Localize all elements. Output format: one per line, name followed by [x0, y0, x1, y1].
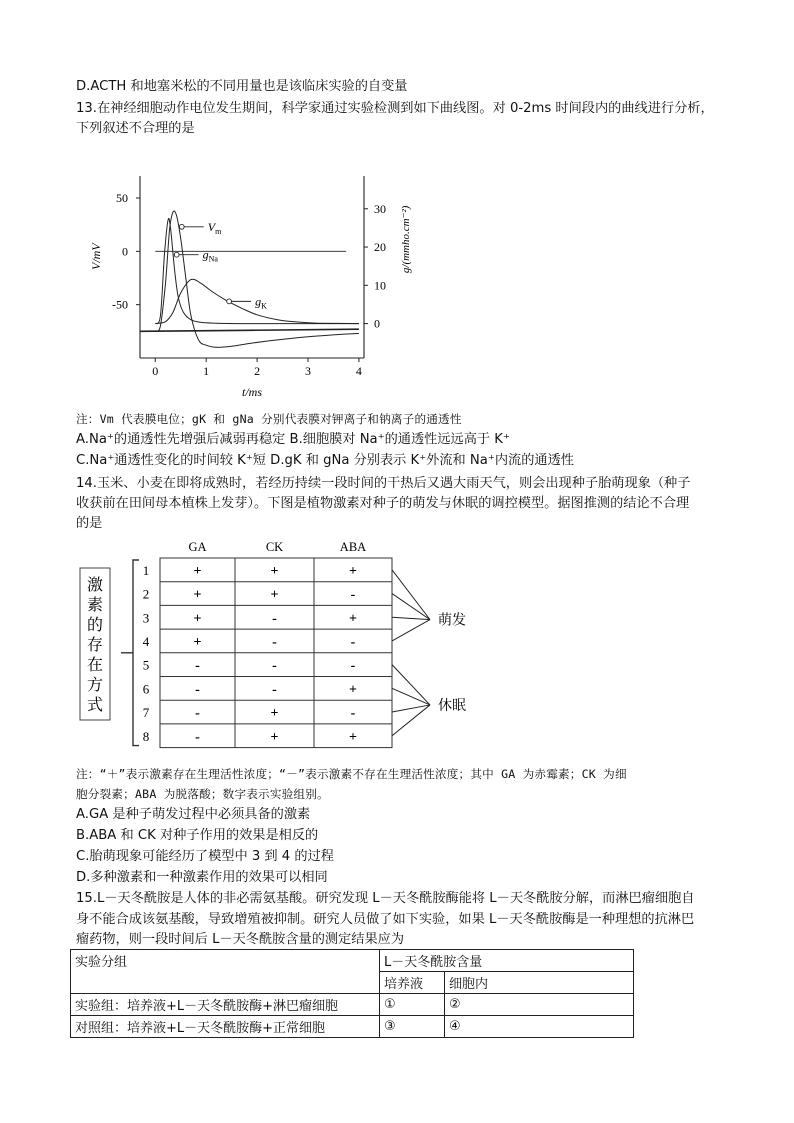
series-baseline-line	[140, 329, 359, 331]
option-14c: C.胎萌现象可能经历了模型中 3 到 4 的过程	[76, 849, 334, 864]
dormant-connector	[392, 705, 430, 736]
action-potential-chart	[76, 160, 416, 405]
model-cell: -	[195, 682, 200, 698]
x-tick-label: 2	[254, 364, 261, 378]
y-right-tick-label: 20	[374, 240, 386, 255]
header-cell: 细胞内	[445, 972, 634, 994]
note-13: 注：Vm 代表膜电位；gK 和 gNa 分别代表膜对钾离子和钠离子的通透性	[76, 412, 462, 426]
question-15-stem-3: 瘤药物，则一段时间后 L－天冬酰胺含量的测定结果应为	[76, 932, 405, 947]
germinate-connector	[392, 620, 430, 641]
model-cell: +	[193, 587, 202, 603]
gk-marker	[227, 299, 232, 304]
side-label-char: 存	[86, 637, 104, 654]
x-tick-label: 4	[355, 364, 362, 378]
model-cell: -	[195, 706, 200, 722]
model-cell: -	[350, 706, 356, 722]
model-cell: -	[195, 729, 200, 745]
question-13-stem-1: 13.在神经细胞动作电位发生期间，科学家通过实验检测到如下曲线图。对 0-2ms 时间段内的曲线进行分析，	[76, 101, 714, 116]
x-tick-label: 3	[305, 364, 311, 378]
asparagine-table	[70, 949, 634, 1038]
option-14b: B.ABA 和 CK 对种子作用的效果是相反的	[76, 828, 319, 843]
model-cell: -	[272, 682, 277, 698]
gna-label: $g_{Na}$	[202, 247, 218, 264]
option-14d: D.多种激素和一种激素作用的效果可以相同	[76, 870, 328, 885]
side-label-char: 在	[86, 657, 104, 674]
model-cell: +	[349, 563, 357, 579]
row-number: 7	[142, 705, 150, 721]
gk-label-sub: K	[261, 301, 267, 311]
gna-marker	[174, 252, 179, 257]
row-number: 5	[142, 657, 150, 673]
chart-axes	[89, 176, 412, 399]
y-left-tick-label: -50	[112, 297, 128, 312]
side-label-char: 激	[86, 577, 104, 594]
question-13-stem-2: 下列叙述不合理的是	[76, 121, 195, 136]
model-cell: +	[270, 729, 279, 745]
row-number: 4	[142, 633, 150, 649]
y-right-axis-label: g/(mmho.cm⁻²)	[400, 205, 412, 274]
note-14-line-1: 注：“＋”表示激素存在生理活性浓度；“－”表示激素不存在生理活性浓度；其中 GA 为赤霉素；CK 为细	[76, 767, 627, 781]
y-right-tick-label: 10	[374, 278, 386, 293]
y-left-tick-label: 50	[116, 191, 128, 205]
model-cell: -	[350, 658, 356, 674]
model-cell: +	[193, 611, 202, 627]
model-cell: +	[349, 611, 357, 627]
side-label-char: 式	[86, 697, 104, 714]
cell-medium: ①	[380, 994, 445, 1016]
model-cell: -	[272, 634, 277, 650]
row-label: 对照组：培养液+L－天冬酰胺酶+正常细胞	[71, 1016, 380, 1038]
germinate-connector	[392, 594, 430, 620]
side-label-char: 方	[86, 677, 104, 694]
y-left-tick-label: 0	[122, 244, 128, 259]
side-label-char: 的	[86, 617, 104, 634]
germinate-connector	[392, 570, 430, 620]
row-number: 1	[142, 562, 150, 578]
model-cell: -	[272, 658, 277, 674]
header-aba: ABA	[339, 540, 367, 554]
dormant-connector	[392, 688, 430, 705]
dormant-connector	[392, 705, 430, 712]
model-cell: -	[272, 611, 277, 627]
y-right-tick-label: 30	[374, 201, 386, 216]
vm-marker	[179, 224, 184, 229]
model-cell: -	[350, 587, 356, 603]
gna-label-sub: Na	[208, 254, 218, 264]
chart-series	[140, 211, 359, 347]
row-label: 实验组：培养液+L－天冬酰胺酶+淋巴瘤细胞	[71, 994, 380, 1016]
model-cell: -	[350, 634, 356, 650]
question-14-stem-2: 收获前在田间母本植株上发芽）。下图是植物激素对种子的萌发与休眠的调控模型。据图推测的结论不合理	[76, 496, 690, 511]
model-cell: +	[349, 729, 357, 745]
question-15-stem-2: 身不能合成该氨基酸，导致增殖被抑制。研究人员做了如下实验，如果 L－天冬酰胺酶是一种理想的抗淋巴	[76, 912, 695, 927]
table-row	[71, 1016, 634, 1038]
series-Vm-line	[155, 211, 359, 347]
table-row	[71, 994, 634, 1016]
cell-inside: ④	[445, 1016, 634, 1038]
dormant-label: 休眠	[438, 698, 466, 714]
x-tick-label: 1	[203, 364, 210, 378]
row-number: 8	[142, 728, 150, 744]
row-number: 6	[142, 681, 150, 697]
model-grid	[80, 540, 466, 748]
x-axis-label: t/ms	[241, 385, 263, 399]
germinate-connector	[392, 617, 430, 619]
cell-inside: ②	[445, 994, 634, 1016]
option-13cd: C.Na⁺通透性变化的时间较 K⁺短 D.gK 和 gNa 分别表示 K⁺外流和 Na⁺内流的通透性	[76, 453, 574, 468]
hormone-model-diagram	[76, 534, 516, 756]
model-cell: +	[349, 682, 357, 698]
note-14-line-2: 胞分裂素；ABA 为脱落酸；数字表示实验组别。	[76, 787, 329, 801]
y-right-tick-label: 0	[374, 316, 380, 331]
option-14a: A.GA 是种子萌发过程中必须具备的激素	[76, 807, 311, 822]
option-13d-prev: D.ACTH 和地塞米松的不同用量也是该临床实验的自变量	[76, 79, 408, 94]
row-number: 2	[142, 586, 150, 602]
cell-medium: ③	[380, 1016, 445, 1038]
germinate-label: 萌发	[438, 613, 466, 629]
row-number: 3	[142, 610, 150, 626]
y-left-axis-label: V/mV	[89, 243, 103, 271]
dormant-connector	[392, 665, 430, 705]
model-cell: +	[270, 587, 279, 603]
model-cell: +	[270, 706, 279, 722]
header-medium: 培养液	[380, 972, 445, 994]
model-cell: +	[270, 563, 279, 579]
model-cell: +	[193, 634, 202, 650]
vm-label-sub: m	[215, 226, 222, 236]
x-tick-label: 0	[152, 364, 159, 378]
question-15-stem-1: 15.L－天冬酰胺是人体的非必需氨基酸。研究发现 L－天冬酰胺酶能将 L－天冬酰胺分解，而淋巴瘤细胞自	[76, 891, 695, 906]
header-ck: CK	[265, 540, 284, 554]
vm-label: $V_m$	[207, 219, 222, 236]
question-14-stem-3: 的是	[76, 516, 103, 531]
model-cell: +	[193, 563, 202, 579]
row-bracket	[133, 560, 139, 746]
option-13ab: A.Na⁺的通透性先增强后减弱再稳定 B.细胞膜对 Na⁺的通透性远远高于 K⁺	[76, 432, 510, 447]
header-content: L－天冬酰胺含量	[380, 950, 634, 972]
header-ga: GA	[188, 540, 207, 554]
side-label-char: 素	[86, 597, 104, 614]
header-group: 实验分组	[71, 950, 380, 994]
gk-label: $g_K$	[255, 294, 267, 311]
model-cell: -	[195, 658, 200, 674]
question-14-stem-1: 14.玉米、小麦在即将成熟时，若经历持续一段时间的干热后又遇大雨天气，则会出现种子胎萌现象（种子	[76, 476, 691, 491]
